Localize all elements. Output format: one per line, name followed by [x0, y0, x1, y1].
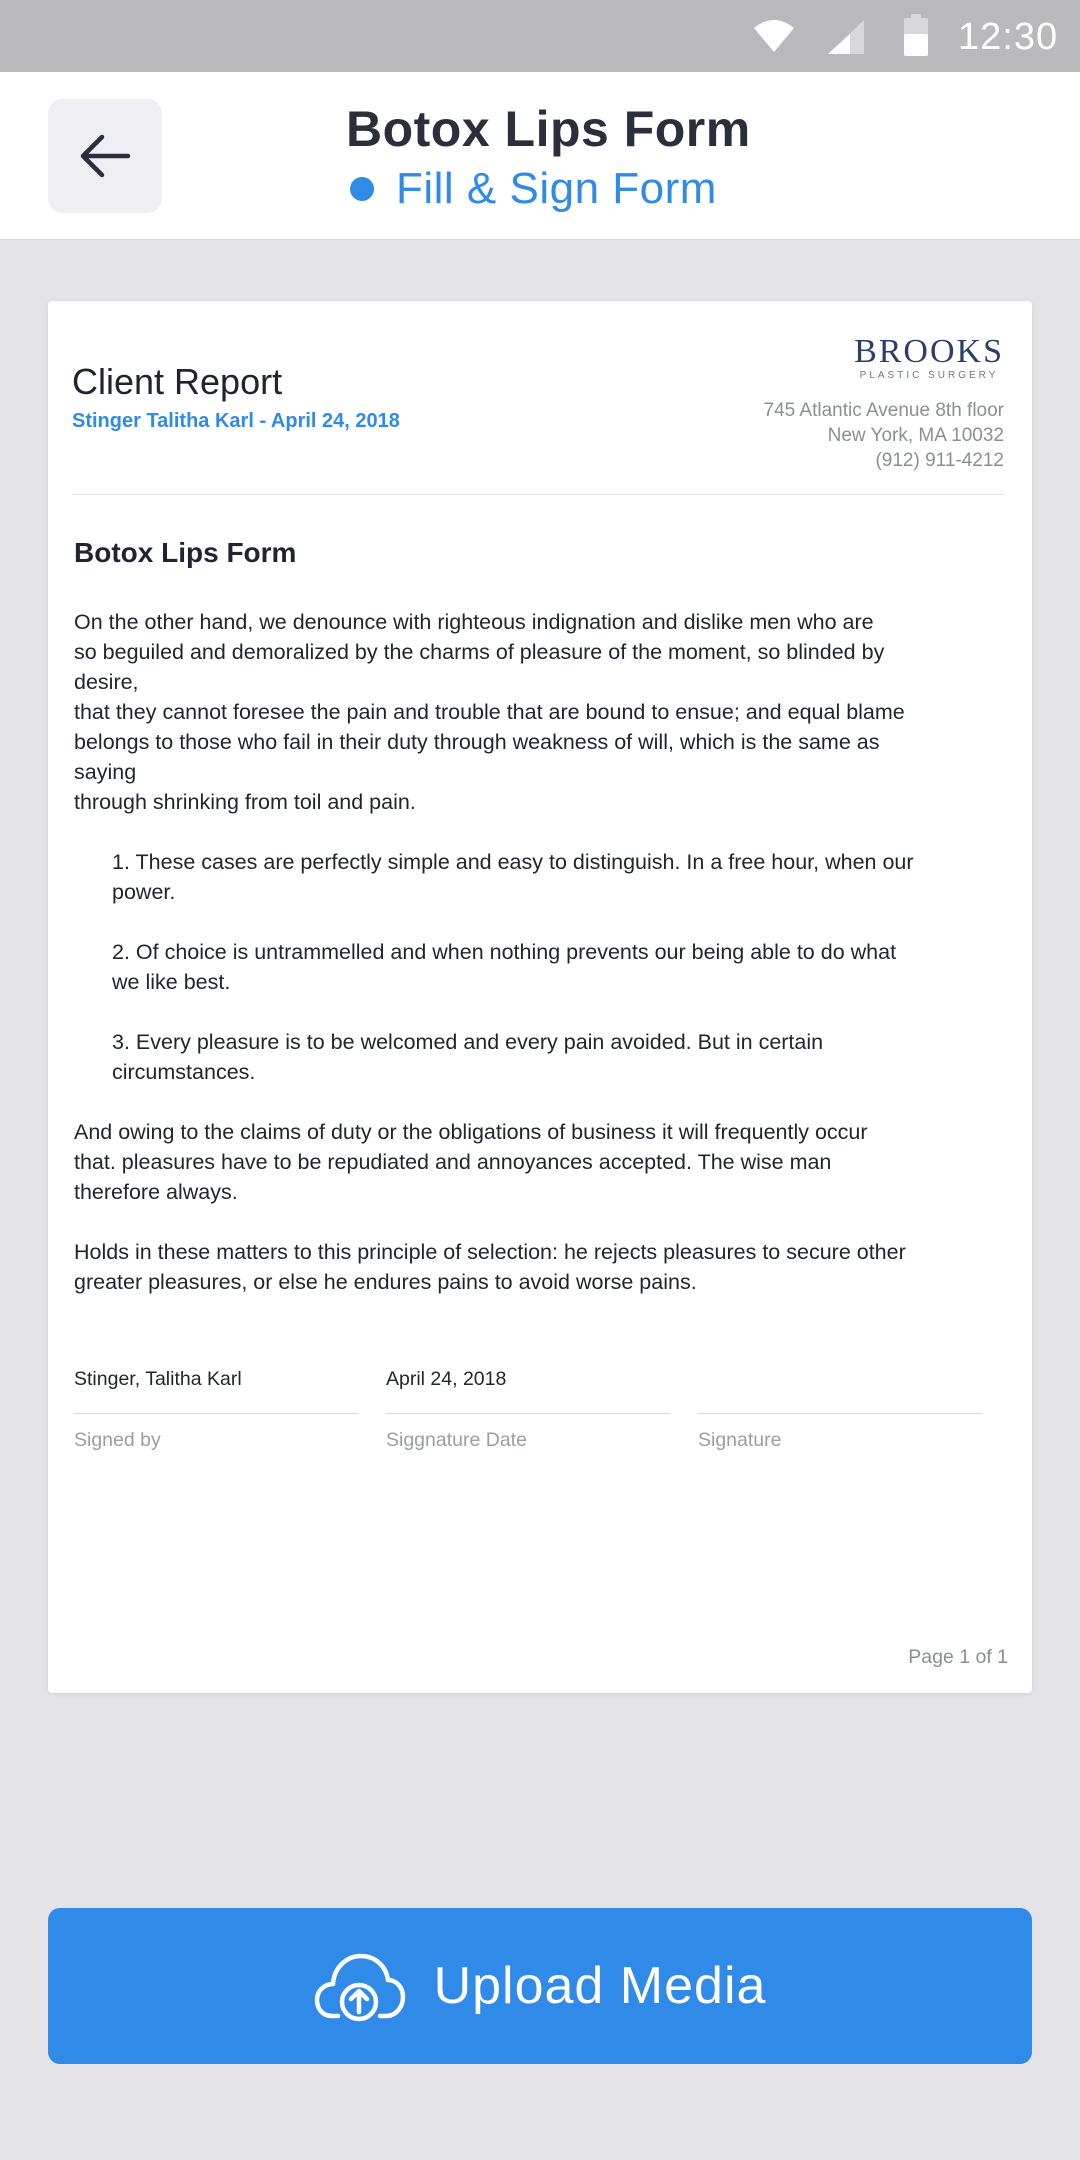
- paragraph-line: so beguiled and demoralized by the charms of pleasure of the moment, so blinded by: [74, 640, 885, 664]
- document-card[interactable]: [48, 301, 1032, 1693]
- status-bar: [0, 0, 1080, 72]
- signed-by-value: Stinger, Talitha Karl: [74, 1368, 242, 1390]
- address-phone: (912) 911-4212: [875, 450, 1004, 471]
- paragraph-3: [74, 1237, 1014, 1297]
- report-client-line: Stinger Talitha Karl - April 24, 2018: [72, 410, 400, 432]
- list-item-line: 2. Of choice is untrammelled and when nothing prevents our being able to do what: [112, 940, 897, 964]
- paragraph-line: Holds in these matters to this principle of selection: he rejects pleasures to secure other: [74, 1240, 906, 1264]
- address-line-2: New York, MA 10032: [827, 425, 1004, 446]
- app-header: [0, 72, 1080, 240]
- status-time: 12:30: [958, 16, 1059, 58]
- form-heading: Botox Lips Form: [74, 537, 297, 568]
- signature-date-label: Siggnature Date: [386, 1429, 527, 1451]
- paragraph-1: [74, 607, 1014, 817]
- logo-brand: BROOKS: [854, 333, 1004, 370]
- page-subtitle: [350, 164, 717, 214]
- paragraph-line: belongs to those who fail in their duty through weakness of will, which is the same as: [74, 730, 880, 754]
- paragraph-line: greater pleasures, or else he endures pains to avoid worse pains.: [74, 1270, 697, 1294]
- paragraph-line: saying: [74, 760, 137, 784]
- wifi-icon: [752, 18, 796, 54]
- list-item-line: circumstances.: [112, 1060, 256, 1084]
- logo-tagline: PLASTIC SURGERY: [859, 370, 999, 381]
- list-item-line: 3. Every pleasure is to be welcomed and every pain avoided. But in certain: [112, 1030, 824, 1054]
- paragraph-line: desire,: [74, 670, 139, 694]
- signature-field[interactable]: [698, 1368, 982, 1398]
- subtitle-label: Fill & Sign Form: [396, 164, 717, 213]
- report-title: Client Report: [72, 361, 283, 402]
- signed-by-line: [74, 1413, 358, 1414]
- clinic-address: [764, 398, 1005, 473]
- paragraph-line: And owing to the claims of duty or the obligations of business it will frequently occur: [74, 1120, 868, 1144]
- paragraph-line: that. pleasures have to be repudiated and annoyances accepted. The wise man: [74, 1150, 832, 1174]
- list-item: [112, 937, 1012, 997]
- signature-date-value: April 24, 2018: [386, 1368, 507, 1390]
- arrow-left-icon: [76, 127, 134, 185]
- list-item-line: we like best.: [112, 970, 231, 994]
- battery-icon: [904, 14, 928, 56]
- page-number: Page 1 of 1: [908, 1646, 1008, 1668]
- page-title: Botox Lips Form: [346, 101, 751, 157]
- paragraph-line: through shrinking from toil and pain.: [74, 790, 416, 814]
- back-button[interactable]: [48, 99, 162, 213]
- address-line-1: 745 Atlantic Avenue 8th floor: [763, 400, 1004, 421]
- paragraph-line: On the other hand, we denounce with righteous indignation and dislike men who are: [74, 610, 874, 634]
- signal-icon: [826, 18, 866, 56]
- signature-label: Signature: [698, 1429, 782, 1451]
- cloud-upload-icon: [314, 1950, 406, 2022]
- status-dot-icon: [350, 177, 374, 201]
- signature-date-line: [386, 1413, 670, 1414]
- clinic-logo: [854, 335, 1004, 381]
- upload-media-label: Upload Media: [433, 1957, 767, 2015]
- signed-by-label: Signed by: [74, 1429, 161, 1451]
- header-divider: [72, 494, 1004, 495]
- list-item: [112, 1027, 1012, 1087]
- list-item-line: 1. These cases are perfectly simple and easy to distinguish. In a free hour, when our: [112, 850, 914, 874]
- list-item: [112, 847, 1012, 907]
- paragraph-2: [74, 1117, 1014, 1207]
- paragraph-line: therefore always.: [74, 1180, 238, 1204]
- upload-media-button[interactable]: [48, 1908, 1032, 2064]
- paragraph-line: that they cannot foresee the pain and trouble that are bound to ensue; and equal blame: [74, 700, 905, 724]
- list-item-line: power.: [112, 880, 176, 904]
- signature-line: [698, 1413, 982, 1414]
